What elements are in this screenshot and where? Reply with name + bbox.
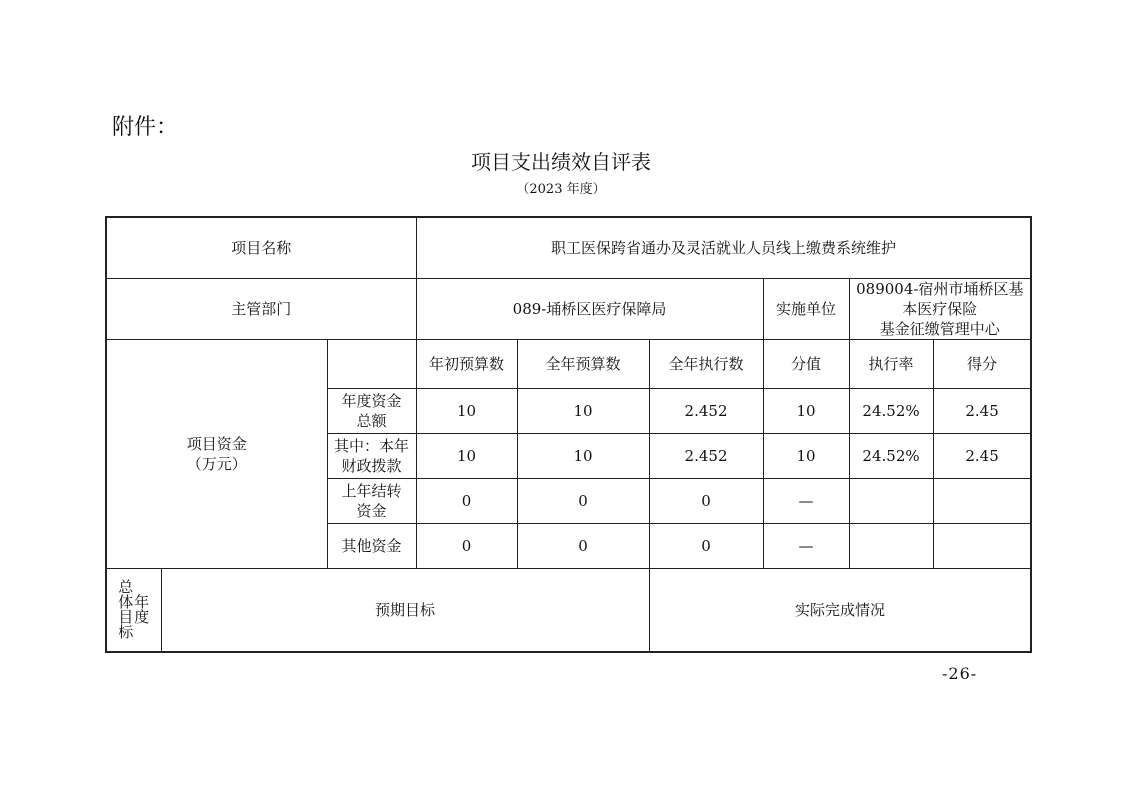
cell: 2.45 [933,389,1031,434]
header-blank-cell [327,340,416,389]
cell: 10 [416,389,517,434]
funds-header-row [106,340,1031,389]
actual-completion-label: 实际完成情况 [649,569,1031,653]
cell: 0 [517,524,649,569]
department-row [106,279,1031,340]
cell: 2.452 [649,389,763,434]
row-label [327,434,416,479]
col-header: 得分 [933,340,1031,389]
cell: 0 [416,479,517,524]
row-label [327,524,416,569]
row-label-line2: 总额 [356,412,387,430]
col-header: 全年执行数 [649,340,763,389]
page-title: 项目支出绩效自评表 [471,150,651,174]
page-number: -26- [942,664,978,683]
dept-value: 089-埇桥区医疗保障局 [416,279,763,340]
cell: 2.45 [933,434,1031,479]
funds-label-line2: （万元） [186,455,247,473]
row-label-line2: 财政拨款 [341,457,402,475]
expected-goal-label: 预期目标 [161,569,649,653]
col-header: 执行率 [849,340,933,389]
cell [849,479,933,524]
col-header: 全年预算数 [517,340,649,389]
cell: 10 [517,389,649,434]
overall-goal-label [106,569,161,653]
cell [849,524,933,569]
page-subtitle: （2023 年度） [516,182,606,197]
row-label [327,479,416,524]
impl-unit-value [849,279,1031,340]
impl-unit-label: 实施单位 [763,279,849,340]
col-header: 年初预算数 [416,340,517,389]
cell: 0 [649,479,763,524]
cell: — [763,524,849,569]
row-label-line1: 其中：本年 [334,437,410,455]
cell: 24.52% [849,389,933,434]
row-label [327,389,416,434]
attachment-label: 附件： [112,115,179,140]
impl-unit-line2: 基金征缴管理中心 [879,320,1000,338]
impl-unit-line1: 089004-宿州市埇桥区基本医疗保险 [856,280,1024,318]
cell: 10 [763,434,849,479]
project-name-label: 项目名称 [106,217,416,279]
cell: 10 [763,389,849,434]
goal-label-col2: 年度 [134,593,150,626]
row-label-line1: 其他资金 [341,537,402,555]
goal-label-col1: 总体目标 [118,578,134,641]
performance-table [105,216,1032,653]
row-label-line1: 上年结转 [341,482,402,500]
funds-label [106,340,327,569]
overall-goal-row [106,569,1031,653]
cell: 10 [517,434,649,479]
cell: 24.52% [849,434,933,479]
cell: 2.452 [649,434,763,479]
cell: 0 [649,524,763,569]
cell [933,479,1031,524]
cell: 0 [416,524,517,569]
cell [933,524,1031,569]
row-label-line1: 年度资金 [341,392,402,410]
col-header: 分值 [763,340,849,389]
cell: 0 [517,479,649,524]
cell: 10 [416,434,517,479]
project-name-row [106,217,1031,279]
project-name-value: 职工医保跨省通办及灵活就业人员线上缴费系统维护 [416,217,1031,279]
dept-label: 主管部门 [106,279,416,340]
cell: — [763,479,849,524]
funds-label-line1: 项目资金 [186,435,247,453]
row-label-line2: 资金 [356,502,387,520]
